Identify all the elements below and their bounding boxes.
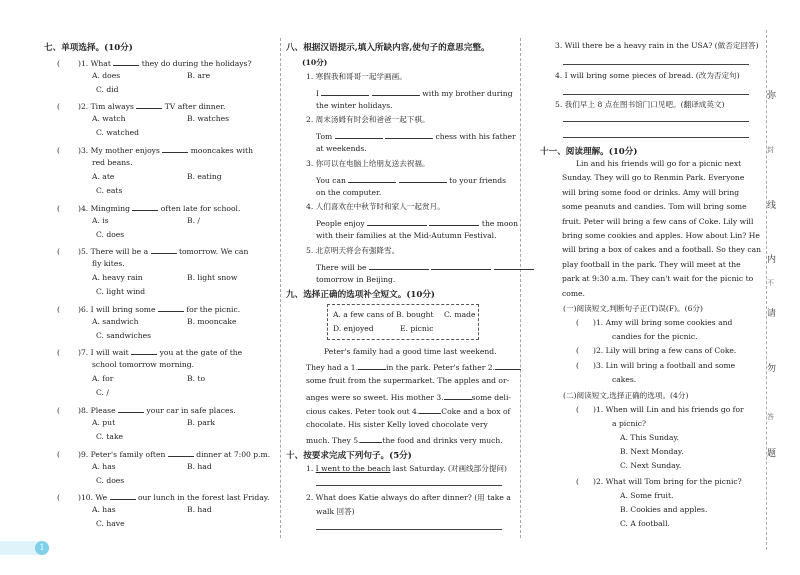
translation-line-cont: on the computer. [316,188,382,197]
page-number: 1 [35,541,49,555]
answer-line[interactable] [316,485,502,486]
part-1-title: (一)阅读短文,判断句子正(T)误(F)。(6分) [563,304,703,313]
seal-line [766,30,767,550]
option-a: A. for [92,374,114,383]
question-row: ( )9. Peter's family often dinner at 7:00 p.m. [57,450,271,459]
word-bank-option: B. bought [396,310,434,319]
section-9-title: 九、选择正确的选项补全短文。(10分) [286,290,435,300]
option-a: A. This Sunday. [620,433,680,442]
passage-line: park at 9:30 a.m. They can't wait for the picnic to [562,274,754,284]
section-7-title: 七、单项选择。(10分) [44,43,133,53]
passage-line: will bring some food or drinks. Amy will bring [562,187,740,197]
seal-character: 题 [767,449,777,459]
tf-question: ( )3. Lin will bring a football and some [576,361,736,370]
option-b: B. light snow [187,273,238,282]
option-b: B. are [187,71,211,80]
seal-character: 不 [767,279,774,287]
answer-line[interactable] [316,529,502,530]
option-a: A. is [92,216,109,225]
translation-line: People enjoy the moon [316,219,518,228]
option-a: A. watch [92,114,126,123]
translation-item: 3. 你可以在电脑上给朋友送去祝福。 [306,159,430,168]
passage-line: some peanuts and candies. Tom will bring some [562,202,747,212]
seal-character: 内 [767,255,777,265]
option-c: C. take [96,432,124,441]
option-c: C. does [96,476,125,485]
question-row: ( )6. I will bring some for the picnic. [57,305,241,314]
rewrite-question-4: 4. I will bring some pieces of bread. (改为否定句) [555,71,740,80]
question-row: ( )10. We our lunch in the forest last Friday. [57,493,270,502]
cloze-line: They had a 1. in the park. Peter's father 2. [306,361,521,373]
rewrite-question-2-cont: walk 回答) [316,507,355,516]
word-bank-option: D. enjoyed [333,324,374,333]
passage-line: come. [562,288,585,298]
option-b: B. mooncake [187,317,237,326]
option-b: B. had [187,505,212,514]
question-row: ( )3. My mother enjoys mooncakes with [57,146,253,155]
passage-line: Sunday. They will go to Renmin Park. Everyone [562,173,745,183]
passage-line: bring some cookies and apples. How about Lin? He [562,231,760,240]
cloze-line: much. They 5. the food and drinks very much. [306,436,503,445]
rewrite-question-5: 5. 我们早上 8 点在图书馆门口见吧。(翻译成英文) [555,100,725,109]
word-bank-option: C. made [444,310,476,319]
cloze-line: Peter's family had a good time last weekend. [324,347,497,356]
option-c: C. Next Sunday. [620,461,682,470]
option-c: C. have [96,519,125,528]
translation-line: There will be [316,261,534,273]
option-c: C. eats [96,186,123,195]
option-c: C. watched [96,128,139,137]
translation-line-cont: with their families at the Mid-Autumn Festival. [316,231,497,240]
seal-character: 线 [767,201,777,211]
option-c: C. / [96,388,109,397]
part-2-title: (二)阅读短文,选择正确的选项。(4分) [563,391,689,400]
column-divider [280,38,281,538]
option-c: C. A football. [620,519,670,528]
seal-character: 勿 [767,364,777,374]
option-b: B. eating [187,172,222,181]
option-b: B. Cookies and apples. [620,505,708,514]
passage-line: Lin and his friends will go for a picnic next [576,159,742,168]
rewrite-question-3: 3. Will there be a heavy rain in the USA? (做否定回答) [555,41,759,50]
mc-question: ( )2. What will Tom bring for the picnic? [576,477,742,486]
seal-character: 请 [767,309,777,319]
section-11-title: 十一、阅读理解。(10分) [540,147,638,157]
translation-line: You can to your friends [316,176,507,185]
question-stem-cont: school tomorrow morning. [92,360,195,369]
passage-line: will bring a box of cakes and a football. So they can [562,245,762,255]
question-row: ( )2. Tim always TV after dinner. [57,102,226,111]
question-row: ( )7. I will wait you at the gate of the [57,348,243,357]
option-a: A. does [92,71,121,80]
seal-character: 答 [767,413,774,421]
page-footer-bar [0,541,40,555]
option-b: B. / [187,216,200,225]
question-stem-cont: fly kites. [92,259,125,268]
question-row: ( )4. Mingming often late for school. [57,204,241,213]
rewrite-question-2: 2. What does Katie always do after dinner? (用 take a [306,493,511,502]
cloze-line: anges were so sweet. His mother 3. some deli- [306,393,511,402]
column-divider [520,38,521,538]
option-a: A. heavy rain [92,273,143,282]
question-row: ( )8. Please your car in safe places. [57,406,236,415]
option-c: C. light wind [96,287,146,296]
option-b: B. had [187,462,212,471]
option-a: A. Some fruit. [620,491,674,500]
tf-question: ( )1. Amy will bring some cookies and [576,318,733,327]
cloze-line: chocolate. His sister Kelly loved chocolate very [306,420,488,429]
translation-item: 2. 周末汤姆有时会和爸爸一起下棋。 [306,115,430,124]
translation-item: 5. 北京明天将会有强降雪。 [306,246,400,255]
passage-line: fruit. Peter will bring a few cans of Coke. Lily will [562,216,754,226]
option-c: C. sandwiches [96,331,152,340]
option-c: C. does [96,230,125,239]
translation-line-cont: at weekends. [316,144,367,153]
word-bank-option: A. a few cans of [333,310,394,319]
translation-line-cont: the winter holidays. [316,101,393,110]
tf-question: ( )2. Lily will bring a few cans of Coke. [576,346,737,355]
translation-line-cont: tomorrow in Beijing. [316,275,396,284]
translation-line: I with my brother during [316,89,513,98]
option-b: B. park [187,418,216,427]
cloze-line: some fruit from the supermarket. The apples and or- [306,376,510,385]
mc-question-cont: a picnic? [612,419,647,428]
option-a: A. sandwich [92,317,139,326]
section-8-title: 八、根据汉语提示,填入所缺内容,使句子的意思完整。 [286,43,490,53]
option-b: B. Next Monday. [620,447,684,456]
option-a: A. has [92,462,116,471]
question-row: ( )1. What they do during the holidays? [57,59,252,68]
option-a: A. put [92,418,116,427]
passage-line: play football in the park. They will meet at the [562,259,741,269]
option-a: A. has [92,505,116,514]
translation-item: 4. 人们喜欢在中秋节时和家人一起赏月。 [306,202,445,211]
tf-question-cont: candies for the picnic. [612,332,698,341]
section-10-title: 十、按要求完成下列句子。(5分) [286,451,412,461]
option-a: A. ate [92,172,115,181]
seal-character: 封 [767,146,774,154]
option-b: B. to [187,374,206,383]
translation-line: Tom chess with his father [316,132,516,141]
cloze-line: cious cakes. Peter took out 4. Coke and a box of [306,407,511,416]
answer-line[interactable] [563,64,749,65]
question-stem-cont: red beans. [92,158,133,167]
option-b: B. watches [187,114,230,123]
tf-question-cont: cakes. [612,375,637,384]
answer-line[interactable] [563,137,749,138]
option-c: C. did [96,85,119,94]
answer-line[interactable] [563,94,749,95]
translation-item: 1. 寒假我和哥哥一起学画画。 [306,72,407,81]
mc-question: ( )1. When will Lin and his friends go for [576,405,744,414]
answer-line[interactable] [563,121,749,122]
section-8-score: (10分) [302,58,328,67]
seal-character: 弥 [767,91,777,101]
rewrite-question-1: 1. I went to the beach last Saturday. (对画线部分提问) [306,464,507,473]
question-row: ( )5. There will be a tomorrow. We can [57,247,249,256]
word-bank-option: E. picnic [400,324,434,333]
